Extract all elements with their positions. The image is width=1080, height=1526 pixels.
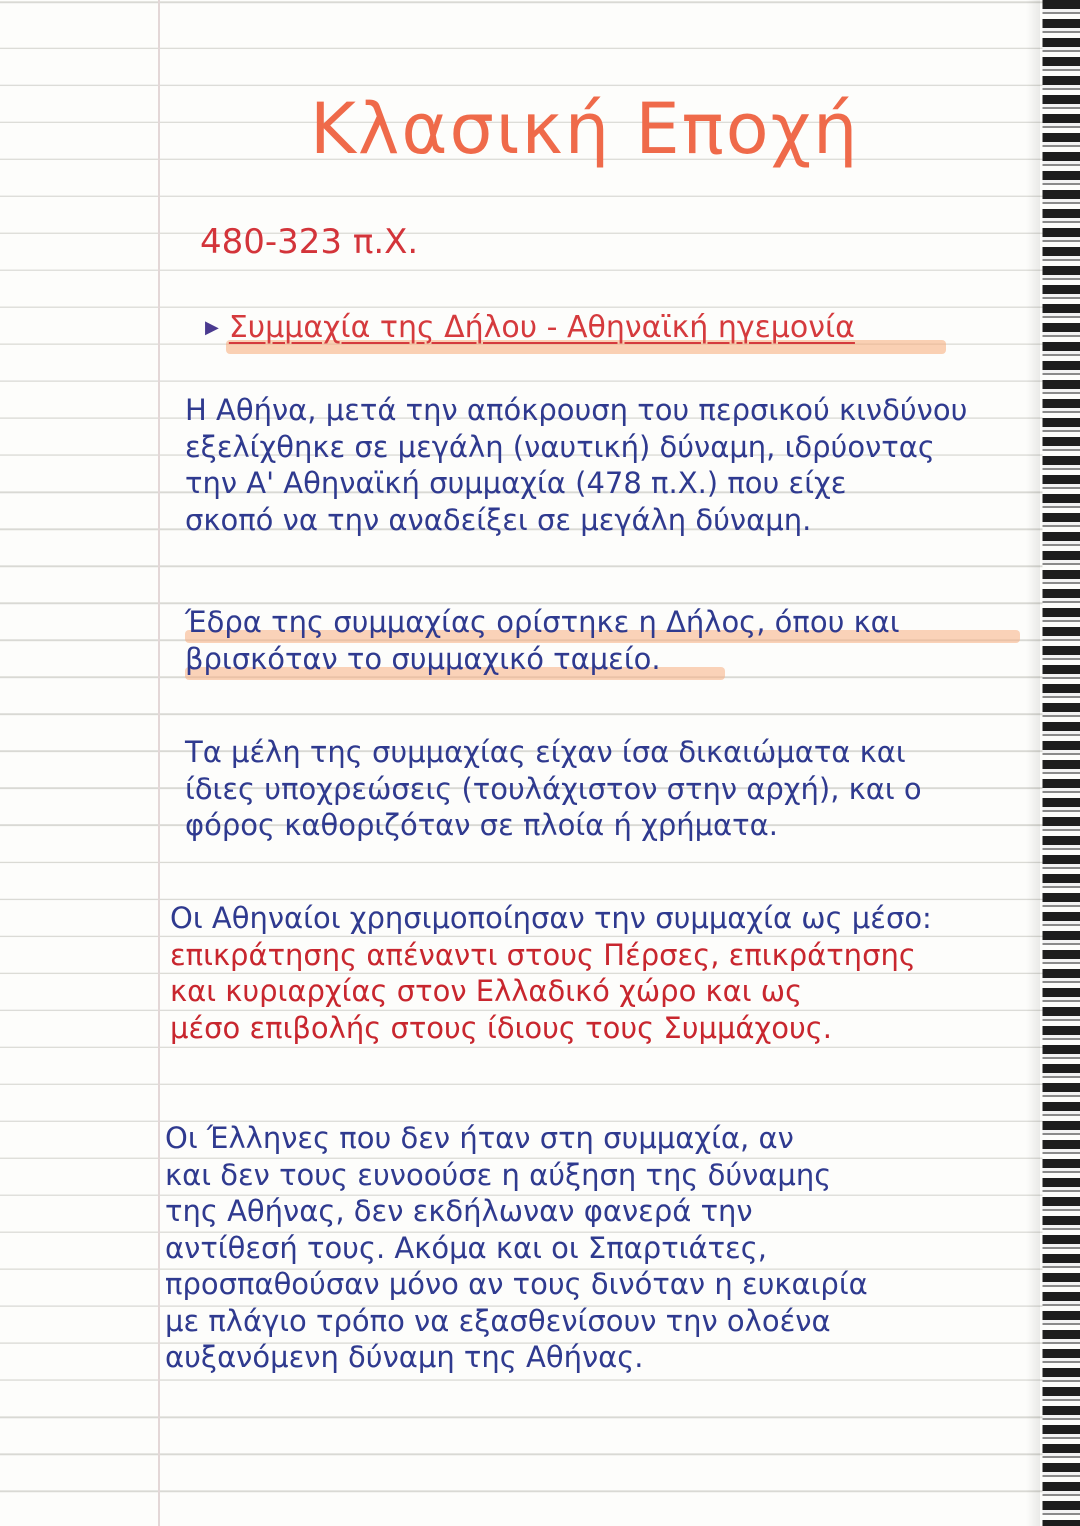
text-line: με πλάγιο τρόπο να εξασθενίσουν την ολοένα xyxy=(165,1303,831,1338)
paragraph-1 xyxy=(185,392,1015,538)
text-line: σκοπό να την αναδείξει σε μεγάλη δύναμη. xyxy=(185,502,812,537)
text-line: της Αθήνας, δεν εκδήλωναν φανερά την xyxy=(165,1194,753,1228)
paragraph-5 xyxy=(165,1120,995,1376)
text-line: φόρος καθοριζόταν σε πλοία ή χρήματα. xyxy=(185,808,778,842)
paragraph-2 xyxy=(185,604,1015,677)
bullet-arrow-icon: ▶ xyxy=(205,317,219,338)
section-heading xyxy=(205,310,855,345)
text-line: εξελίχθηκε σε μεγάλη (ναυτική) δύναμη, ιδρύοντας xyxy=(185,429,935,464)
emphasis-line: και κυριαρχίας στον Ελλαδικό χώρο και ως xyxy=(170,974,803,1008)
text-line: βρισκόταν το συμμαχικό ταμείο. xyxy=(185,641,661,676)
page-title: Κλασική Εποχή xyxy=(310,88,860,170)
date-range: 480-323 π.Χ. xyxy=(200,222,419,262)
emphasis-line: μέσο επιβολής στους ίδιους τους Συμμάχους. xyxy=(170,1010,833,1045)
paragraph-3 xyxy=(185,734,1015,844)
text-line: αυξανόμενη δύναμη της Αθήνας. xyxy=(165,1340,644,1374)
text-line: την Α' Αθηναϊκή συμμαχία (478 π.Χ.) που είχε xyxy=(185,466,847,500)
text-line: προσπαθούσαν μόνο αν τους δινόταν η ευκαιρία xyxy=(165,1267,868,1301)
text-line: Έδρα της συμμαχίας ορίστηκε η Δήλος, όπου και xyxy=(185,605,900,639)
text-line: Οι Έλληνες που δεν ήταν στη συμμαχία, αν xyxy=(165,1121,794,1155)
section-heading-text: Συμμαχία της Δήλου - Αθηναϊκή ηγεμονία xyxy=(228,310,855,345)
text-line: και δεν τους ευνοούσε η αύξηση της δύναμης xyxy=(165,1157,832,1192)
margin-line xyxy=(158,0,160,1526)
text-line: Τα μέλη της συμμαχίας είχαν ίσα δικαιώματα και xyxy=(185,735,906,769)
text-line: αντίθεσή τους. Ακόμα και οι Σπαρτιάτες, xyxy=(165,1230,767,1265)
text-line: Η Αθήνα, μετά την απόκρουση του περσικού κινδύνου xyxy=(185,393,968,427)
spiral-shadow xyxy=(1026,0,1040,1526)
text-line: ίδιες υποχρεώσεις (τουλάχιστον στην αρχή), και ο xyxy=(185,771,922,806)
paragraph-4 xyxy=(170,900,1000,1046)
emphasis-line: επικράτησης απέναντι στους Πέρσες, επικράτησης xyxy=(170,937,916,972)
text-line: Οι Αθηναίοι χρησιμοποίησαν την συμμαχία ως μέσο: xyxy=(170,901,932,935)
